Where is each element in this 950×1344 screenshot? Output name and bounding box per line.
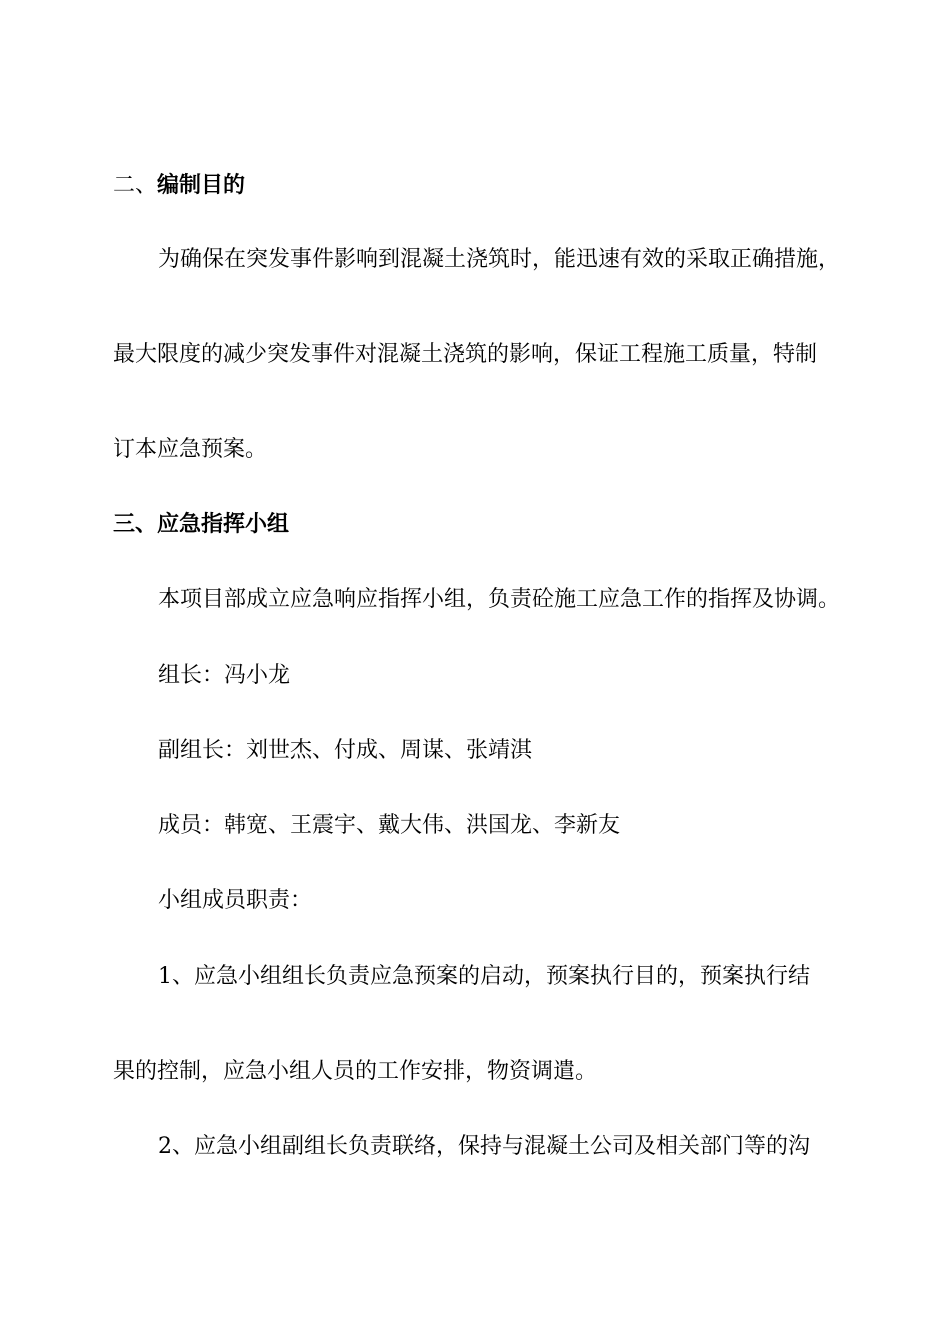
section-two-title: 编制目的 (157, 173, 246, 198)
duties-title: 小组成员职责： (158, 888, 313, 913)
duty-2-text: 、应急小组副组长负责联络，保持与混凝土公司及相关部门等的沟 (172, 1134, 811, 1159)
duty-2-number: 2 (158, 1134, 172, 1159)
purpose-line-3: 订本应急预案。 (113, 437, 268, 462)
section-three-heading (113, 510, 289, 540)
duty-1-number: 1 (158, 964, 172, 989)
duty-1-line-2: 果的控制，应急小组人员的工作安排，物资调遣。 (113, 1059, 598, 1084)
duty-2-line-1 (158, 1132, 810, 1162)
group-members: 成员：韩宽、王震宇、戴大伟、洪国龙、李新友 (158, 813, 621, 838)
duty-1-line-1 (158, 962, 810, 992)
section-two-number: 二、 (113, 173, 158, 198)
deputy-leaders: 副组长：刘世杰、付成、周谋、张靖淇 (158, 738, 533, 763)
command-group-intro: 本项目部成立应急响应指挥小组，负责砼施工应急工作的指挥及协调。 (158, 587, 841, 612)
purpose-line-2: 最大限度的减少突发事件对混凝土浇筑的影响，保证工程施工质量，特制 (113, 342, 818, 367)
section-three-number: 三、 (113, 512, 158, 537)
purpose-line-1: 为确保在突发事件影响到混凝土浇筑时，能迅速有效的采取正确措施， (158, 247, 841, 272)
section-two-heading (113, 171, 245, 201)
section-three-title: 应急指挥小组 (157, 512, 290, 537)
duty-1-text: 、应急小组组长负责应急预案的启动，预案执行目的，预案执行结 (172, 964, 811, 989)
group-leader: 组长：冯小龙 (158, 663, 291, 688)
